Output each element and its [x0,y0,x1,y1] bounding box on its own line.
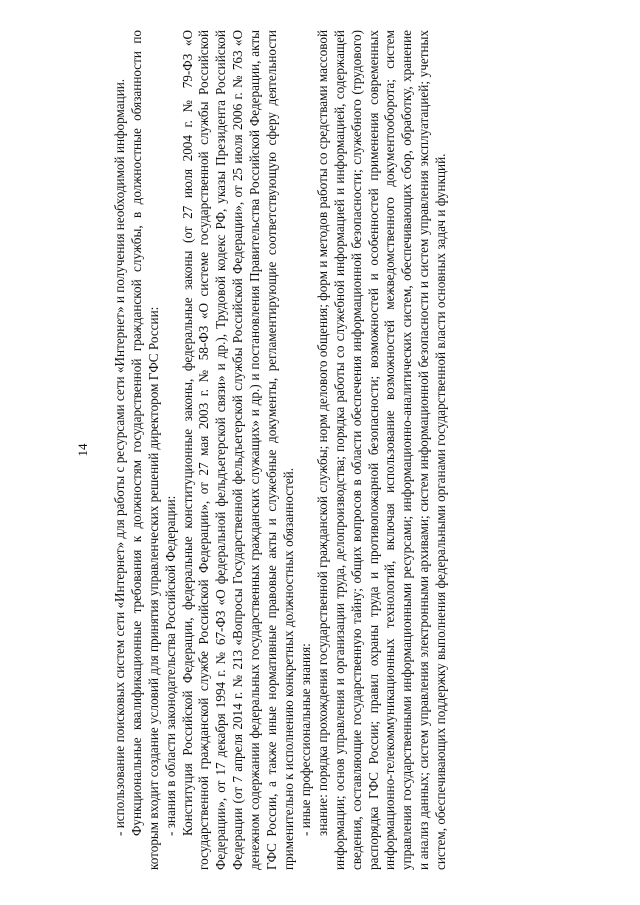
paragraph-legislation-list: Конституция Российской Федерации, федеральные конституционные законы, федеральные законы (от 27 июля 2004 г. № 79-ФЗ «О государственной гражданской службе Российской Федерации», от 27 мая 2003 г. № 58-ФЗ «О системе государственной службы Российской Федерации», от 17 декабря 1994 г. № 67-ФЗ «О федеральной фельдъегерской связи» и др.), Трудовой кодекс РФ, указы Президента Российской Федерации (от 7 апреля 2014 г. № 213 «Вопросы Государственной фельдъегерской службы Российской Федерации», от 25 июля 2006 г. № 763 «О денежном содержании федеральных государственных гражданских служащих» и др.) и постановления Правительства Российской Федерации, акты ГФС России, а также иные нормативные правовые акты и служебные документы, регламентирующие соответствующую сферу деятельности применительно к исполнению конкретных должностных обязанностей. [179,30,296,870]
paragraph-legislation-heading: - знания в области законодательства Российской Федерации: [162,495,178,836]
paragraph-professional-knowledge: знание: порядка прохождения государственной гражданской службы; норм делового общения; форм и методов работы со средствами массовой информации; основ управления и организации труда, делопроизводства; порядка работы со служебной информацией и информацией, содержащей сведения, составляющие государственную тайну; общих вопросов в области обеспечения информационной безопасности; служебного (трудового) распорядка ГФС России; правил охраны труда и противопожарной безопасности; возможностей и особенностей применения современных информационно-телекоммуникационных технологий, включая использование возможностей межведомственного документооборота; систем управления государственными информационными ресурсами; информационно-аналитических систем, обеспечивающих сбор, обработку, хранение и анализ данных; систем управления электронными архивами; систем информационной безопасности и систем управления эксплуатацией; учетных систем, обеспечивающих поддержку выполнения федеральными органами государственной власти основных задач и функций. [314,29,449,870]
paragraph-professional-knowledge-heading: - иные профессиональные знания: [297,643,313,836]
paragraph-functional-requirements: Функциональные квалификационные требования к должностям государственной гражданской службы, в должностные обязанности по которым входит создание условий для принятия управленческих решений директором ГФС России: [128,30,161,870]
paragraph-internet-search: - использование поисковых систем сети «Интернет» для работы с ресурсами сети «Интернет» и получения необходимой информации. [111,78,127,836]
rotated-page [75,12,535,892]
page-number: 14 [75,443,90,457]
